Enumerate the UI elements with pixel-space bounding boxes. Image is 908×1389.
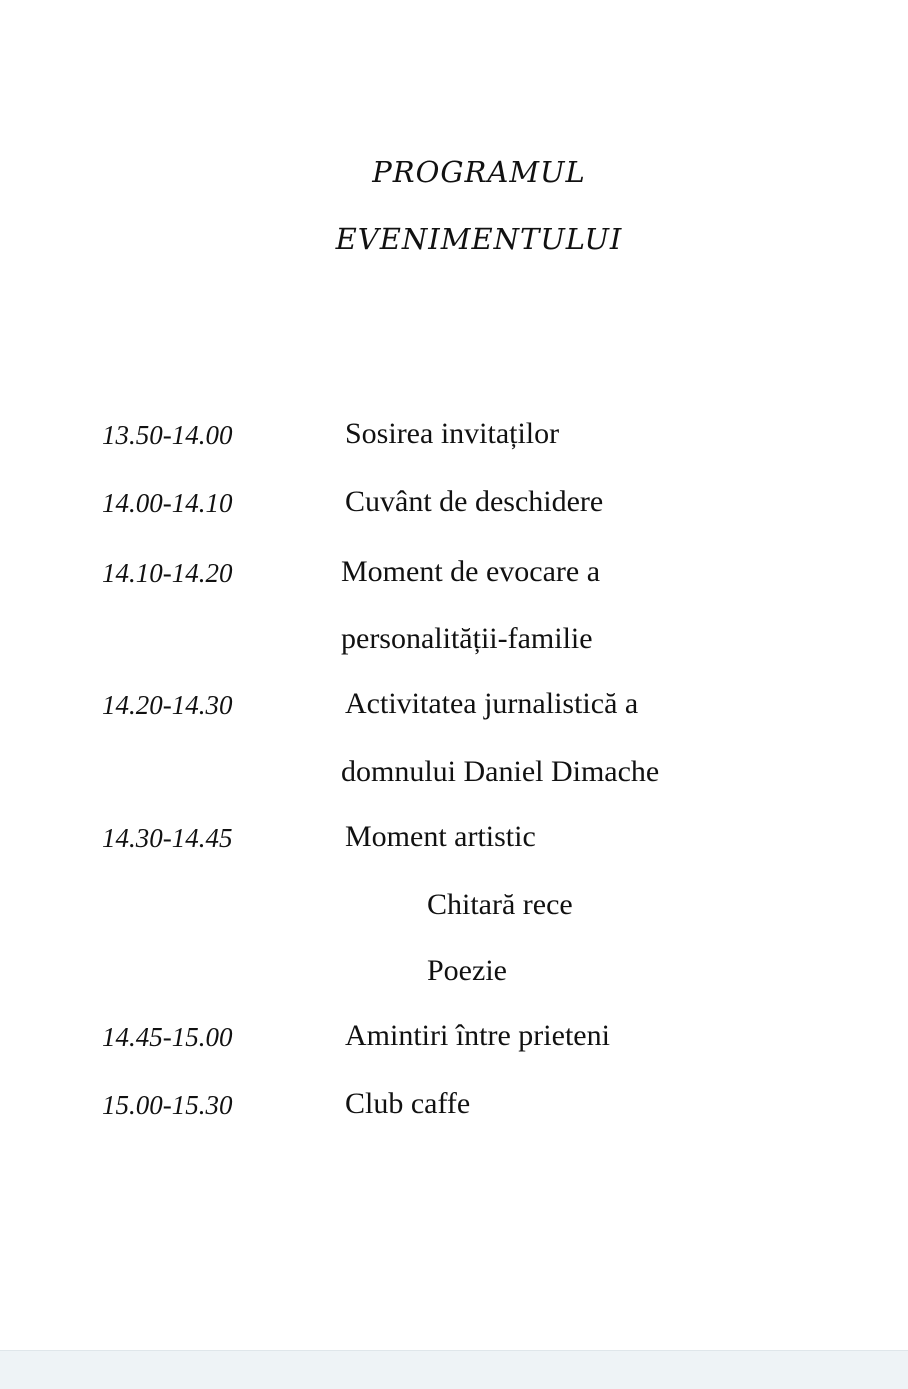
schedule-activity: Sosirea invitaților <box>345 417 560 450</box>
viewer-bottom-bar <box>0 1350 908 1389</box>
schedule-time: 14.30-14.45 <box>102 823 233 853</box>
schedule-activity: Amintiri între prieteni <box>345 1019 610 1052</box>
schedule-activity: Moment artistic <box>345 820 536 853</box>
schedule-time: 14.00-14.10 <box>102 488 233 518</box>
schedule-sub-item: Poezie <box>427 954 507 987</box>
schedule-activity: Activitatea jurnalistică a <box>345 687 639 720</box>
schedule-activity-continuation: domnului Daniel Dimache <box>341 755 660 788</box>
schedule-time: 13.50-14.00 <box>102 420 233 450</box>
schedule-time: 14.10-14.20 <box>102 558 233 588</box>
schedule-time: 15.00-15.30 <box>102 1090 233 1120</box>
schedule-activity: Cuvânt de deschidere <box>345 485 604 518</box>
program-title-line-1: PROGRAMUL <box>372 155 586 189</box>
schedule-activity: Moment de evocare a <box>341 555 601 588</box>
schedule-time: 14.20-14.30 <box>102 690 233 720</box>
program-title-line-2: EVENIMENTULUI <box>335 222 623 256</box>
schedule-activity: Club caffe <box>345 1087 471 1120</box>
schedule-time: 14.45-15.00 <box>102 1022 233 1052</box>
schedule-sub-item: Chitară rece <box>427 888 573 921</box>
schedule-activity-continuation: personalității-familie <box>341 622 593 655</box>
